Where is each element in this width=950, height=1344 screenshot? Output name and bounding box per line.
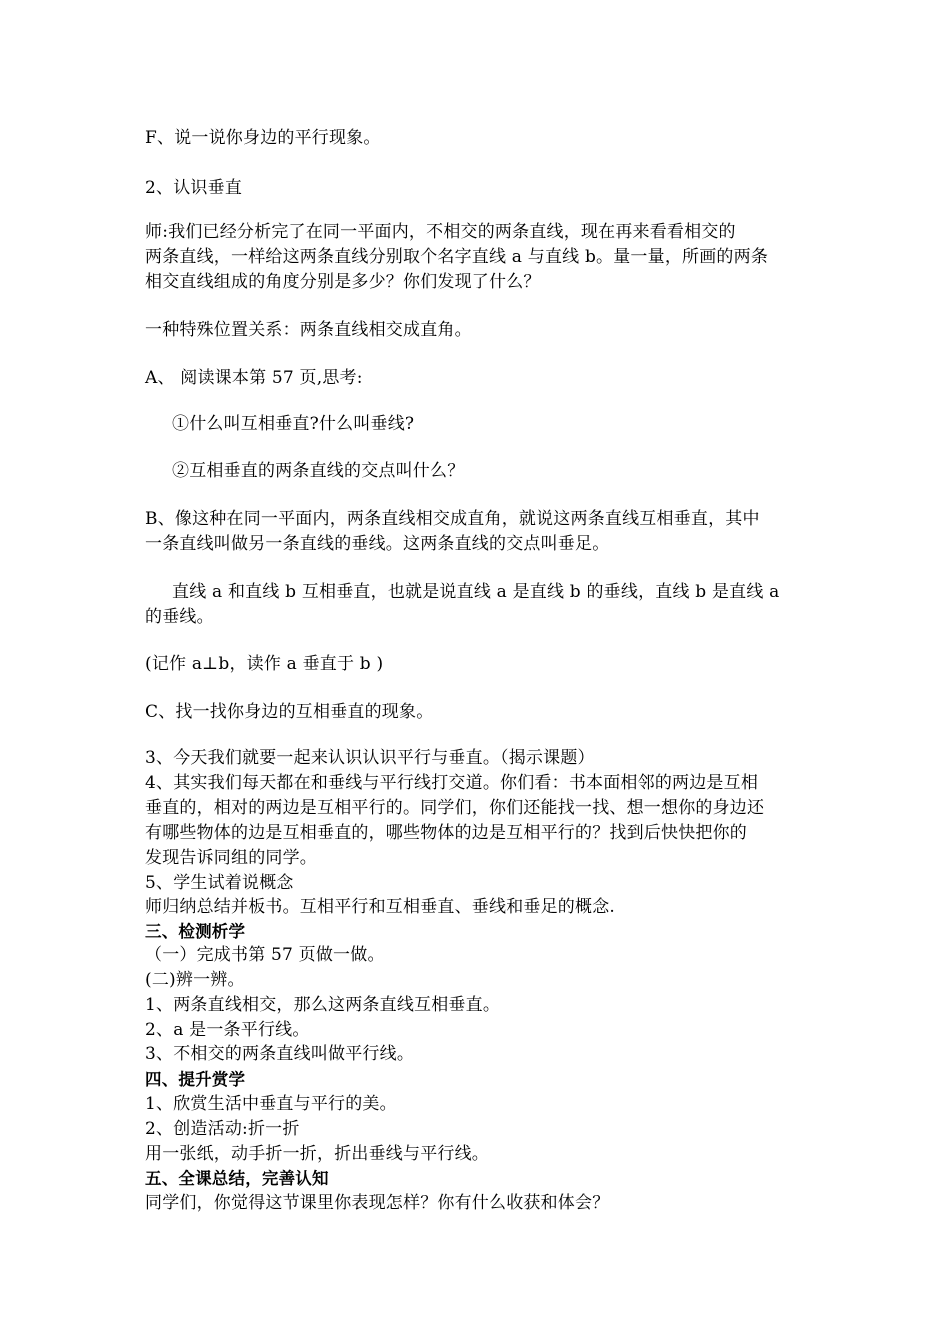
section-heading: 五、全课总结，完善认知 bbox=[145, 1169, 329, 1188]
text-line: 师:我们已经分析完了在同一平面内，不相交的两条直线，现在再来看看相交的 bbox=[145, 222, 736, 242]
text-line: 2、a 是一条平行线。 bbox=[145, 1020, 310, 1040]
text-line: 用一张纸，动手折一折，折出垂线与平行线。 bbox=[145, 1144, 489, 1164]
text-line: 垂直的，相对的两边是互相平行的。同学们，你们还能找一找、想一想你的身边还 bbox=[145, 798, 765, 818]
text-line: （一）完成书第 57 页做一做。 bbox=[145, 945, 385, 965]
text-line: 一种特殊位置关系：两条直线相交成直角。 bbox=[145, 320, 472, 340]
text-line: 两条直线，一样给这两条直线分别取个名字直线 a 与直线 b。量一量，所画的两条 bbox=[145, 247, 769, 267]
text-line: 1、两条直线相交，那么这两条直线互相垂直。 bbox=[145, 995, 501, 1015]
text-line: ①什么叫互相垂直?什么叫垂线? bbox=[172, 414, 415, 434]
section-heading: 三、检测析学 bbox=[145, 922, 246, 941]
text-line: 一条直线叫做另一条直线的垂线。这两条直线的交点叫垂足。 bbox=[145, 534, 610, 554]
text-line: 相交直线组成的角度分别是多少？你们发现了什么？ bbox=[145, 272, 541, 292]
text-line: (二)辨一辨。 bbox=[145, 970, 245, 990]
text-line: ②互相垂直的两条直线的交点叫什么？ bbox=[172, 461, 465, 481]
text-line: 1、欣赏生活中垂直与平行的美。 bbox=[145, 1094, 397, 1114]
text-line: 有哪些物体的边是互相垂直的，哪些物体的边是互相平行的？找到后快快把你的 bbox=[145, 823, 747, 843]
text-line: A、 阅读课本第 57 页,思考: bbox=[145, 368, 363, 388]
text-line: (记作 a⊥b，读作 a 垂直于 b ) bbox=[145, 654, 384, 674]
text-line: B、像这种在同一平面内，两条直线相交成直角，就说这两条直线互相垂直，其中 bbox=[145, 509, 760, 529]
text-line: 直线 a 和直线 b 互相垂直，也就是说直线 a 是直线 b 的垂线，直线 b 是直线 a bbox=[172, 582, 780, 602]
text-line: 4、其实我们每天都在和垂线与平行线打交道。你们看：书本面相邻的两边是互相 bbox=[145, 773, 759, 793]
text-line: 师归纳总结并板书。互相平行和互相垂直、垂线和垂足的概念. bbox=[145, 897, 616, 917]
text-line: 3、不相交的两条直线叫做平行线。 bbox=[145, 1044, 415, 1064]
text-line: 3、今天我们就要一起来认识认识平行与垂直。（揭示课题） bbox=[145, 748, 595, 768]
section-heading: 四、提升赏学 bbox=[145, 1070, 246, 1089]
text-line: 2、认识垂直 bbox=[145, 178, 243, 198]
text-line: 同学们，你觉得这节课里你表现怎样？你有什么收获和体会？ bbox=[145, 1193, 610, 1213]
text-line: F、说一说你身边的平行现象。 bbox=[145, 128, 381, 148]
text-line: 2、创造活动:折一折 bbox=[145, 1119, 300, 1139]
text-line: C、找一找你身边的互相垂直的现象。 bbox=[145, 702, 434, 722]
text-line: 5、学生试着说概念 bbox=[145, 873, 294, 893]
text-line: 的垂线。 bbox=[145, 607, 214, 627]
text-line: 发现告诉同组的同学。 bbox=[145, 848, 317, 868]
